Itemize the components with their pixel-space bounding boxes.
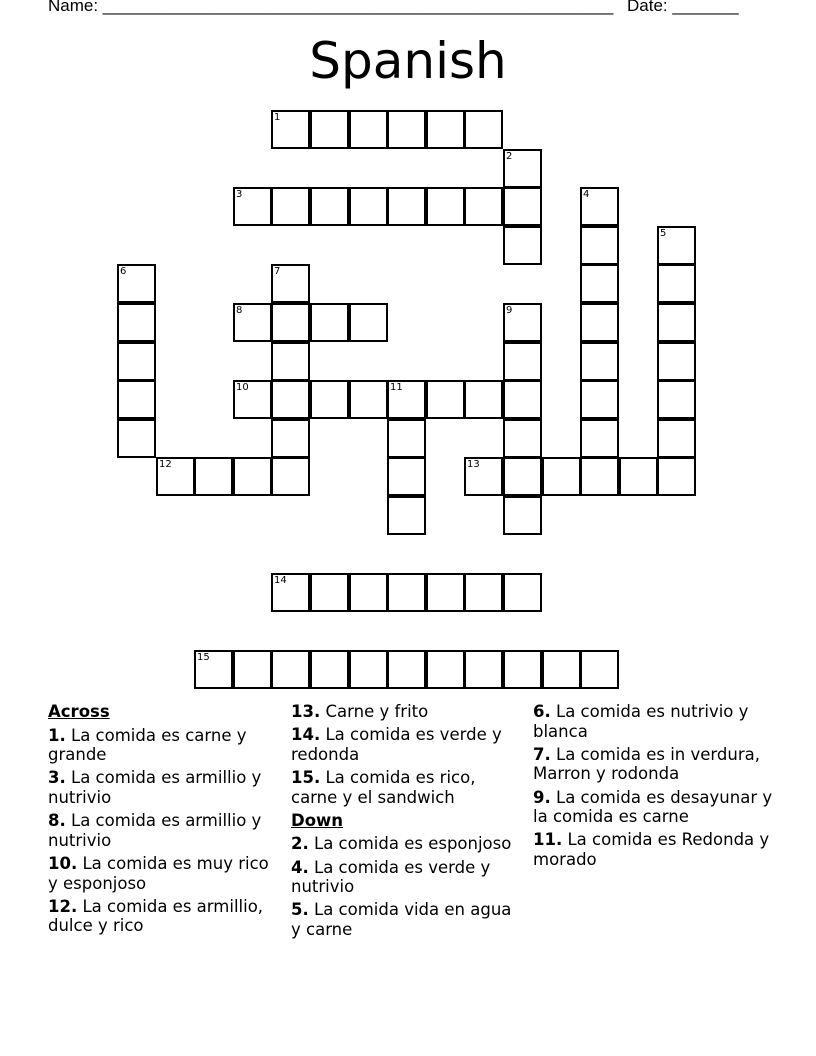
grid-cell[interactable]: [657, 226, 696, 265]
grid-cell[interactable]: [580, 380, 619, 419]
grid-cell[interactable]: [464, 187, 503, 226]
clue-number-label: 6: [120, 266, 127, 277]
grid-cell[interactable]: [580, 303, 619, 342]
clue-number-label: 5: [660, 228, 667, 239]
grid-cell[interactable]: [657, 380, 696, 419]
clue-number-label: 13: [467, 459, 480, 470]
grid-cell[interactable]: [310, 303, 349, 342]
grid-cell[interactable]: [271, 650, 310, 689]
grid-cell[interactable]: [117, 303, 156, 342]
clue-number-label: 3: [236, 189, 243, 200]
grid-cell[interactable]: [117, 419, 156, 458]
grid-cell[interactable]: [271, 380, 310, 419]
grid-cell[interactable]: [271, 303, 310, 342]
grid-cell[interactable]: [349, 303, 388, 342]
down-heading: Down: [291, 810, 344, 830]
grid-cell[interactable]: [233, 650, 272, 689]
grid-cell[interactable]: [271, 457, 310, 496]
grid-cell[interactable]: [503, 187, 542, 226]
grid-cell[interactable]: [464, 110, 503, 149]
grid-cell[interactable]: [310, 380, 349, 419]
grid-cell[interactable]: [657, 303, 696, 342]
grid-cell[interactable]: [194, 650, 233, 689]
clue-number-label: 7: [274, 266, 281, 277]
clue-number-label: 4: [583, 189, 590, 200]
grid-cell[interactable]: [233, 380, 272, 419]
clue-number-label: 14: [274, 575, 287, 586]
grid-cell[interactable]: [464, 457, 503, 496]
grid-cell[interactable]: [426, 650, 465, 689]
name-field-label: Name: ______________________________________________________: [48, 0, 614, 15]
grid-cell[interactable]: [233, 457, 272, 496]
grid-cell[interactable]: [271, 573, 310, 612]
grid-cell[interactable]: [271, 110, 310, 149]
grid-cell[interactable]: [503, 573, 542, 612]
date-field-label: Date: _______: [627, 0, 739, 15]
grid-cell[interactable]: [580, 419, 619, 458]
grid-cell[interactable]: [117, 264, 156, 303]
clue-down-9: 9. La comida es desayunar y la comida es carne: [533, 787, 773, 827]
grid-cell[interactable]: [503, 226, 542, 265]
grid-cell[interactable]: [387, 187, 426, 226]
clue-number-label: 12: [159, 459, 172, 470]
grid-cell[interactable]: [503, 149, 542, 188]
grid-cell[interactable]: [349, 650, 388, 689]
grid-cell[interactable]: [194, 457, 233, 496]
grid-cell[interactable]: [387, 380, 426, 419]
grid-cell[interactable]: [271, 187, 310, 226]
clue-number-label: 9: [506, 305, 513, 316]
page-title: Spanish: [309, 32, 507, 90]
clue-across-12: 12. La comida es armillio, dulce y rico: [48, 896, 264, 936]
grid-cell[interactable]: [503, 380, 542, 419]
grid-cell[interactable]: [310, 187, 349, 226]
grid-cell[interactable]: [580, 226, 619, 265]
clue-down-7: 7. La comida es in verdura, Marron y rodonda: [533, 744, 760, 784]
grid-cell[interactable]: [426, 380, 465, 419]
grid-cell[interactable]: [387, 419, 426, 458]
grid-cell[interactable]: [503, 496, 542, 535]
grid-cell[interactable]: [503, 457, 542, 496]
clues-column-1: [48, 702, 278, 940]
grid-cell[interactable]: [580, 264, 619, 303]
grid-cell[interactable]: [156, 457, 195, 496]
grid-cell[interactable]: [117, 342, 156, 381]
grid-cell[interactable]: [657, 419, 696, 458]
grid-cell[interactable]: [271, 264, 310, 303]
grid-cell[interactable]: [542, 457, 581, 496]
grid-cell[interactable]: [580, 650, 619, 689]
grid-cell[interactable]: [310, 650, 349, 689]
grid-cell[interactable]: [426, 573, 465, 612]
grid-cell[interactable]: [503, 342, 542, 381]
grid-cell[interactable]: [464, 650, 503, 689]
clue-number-label: 11: [390, 382, 403, 393]
grid-cell[interactable]: [233, 187, 272, 226]
grid-cell[interactable]: [310, 573, 349, 612]
grid-cell[interactable]: [464, 380, 503, 419]
grid-cell[interactable]: [580, 457, 619, 496]
clue-down-11: 11. La comida es Redonda y morado: [533, 830, 770, 869]
grid-cell[interactable]: [619, 457, 658, 496]
clue-number-label: 1: [274, 112, 281, 123]
grid-cell[interactable]: [349, 110, 388, 149]
grid-cell[interactable]: [426, 110, 465, 149]
grid-cell[interactable]: [349, 380, 388, 419]
clue-number-label: 8: [236, 305, 243, 316]
grid-cell[interactable]: [387, 110, 426, 149]
grid-cell[interactable]: [503, 303, 542, 342]
grid-cell[interactable]: [542, 650, 581, 689]
clue-across-8: 8. La comida es armillio y nutrivio: [48, 811, 262, 850]
clues-column-3: [533, 702, 773, 873]
grid-cell[interactable]: [503, 419, 542, 458]
clue-down-4: 4. La comida es verde y nutrivio: [291, 857, 491, 897]
clue-down-5: 5. La comida vida en agua y carne: [291, 900, 512, 939]
grid-cell[interactable]: [503, 650, 542, 689]
grid-cell[interactable]: [387, 573, 426, 612]
grid-cell[interactable]: [271, 419, 310, 458]
clue-across-3: 3. La comida es armillio y nutrivio: [48, 768, 262, 807]
grid-cell[interactable]: [387, 496, 426, 535]
clue-number-label: 10: [236, 382, 249, 393]
grid-cell[interactable]: [271, 342, 310, 381]
clue-across-10: 10. La comida es muy rico y esponjoso: [48, 853, 269, 893]
grid-cell[interactable]: [349, 573, 388, 612]
clue-across-14: 14. La comida es verde y redonda: [291, 725, 502, 764]
grid-cell[interactable]: [657, 264, 696, 303]
clue-down-6: 6. La comida es nutrivio y blanca: [533, 702, 749, 741]
grid-cell[interactable]: [310, 110, 349, 149]
clue-across-15: 15. La comida es rico, carne y el sandwich: [291, 767, 476, 807]
grid-cell[interactable]: [349, 187, 388, 226]
grid-cell[interactable]: [426, 187, 465, 226]
clue-across-13: 13. Carne y frito: [291, 702, 429, 721]
grid-cell[interactable]: [657, 457, 696, 496]
across-heading: Across: [48, 702, 110, 721]
grid-cell[interactable]: [117, 380, 156, 419]
grid-cell[interactable]: [657, 342, 696, 381]
clues-column-2: [291, 702, 526, 943]
clue-down-2: 2. La comida es esponjoso: [291, 834, 512, 854]
grid-cell[interactable]: [387, 650, 426, 689]
grid-cell[interactable]: [233, 303, 272, 342]
grid-cell[interactable]: [387, 457, 426, 496]
clue-across-1: 1. La comida es carne y grande: [48, 725, 247, 765]
clue-number-label: 2: [506, 151, 513, 162]
grid-cell[interactable]: [580, 187, 619, 226]
clue-number-label: 15: [197, 652, 210, 663]
grid-cell[interactable]: [580, 342, 619, 381]
grid-cell[interactable]: [464, 573, 503, 612]
